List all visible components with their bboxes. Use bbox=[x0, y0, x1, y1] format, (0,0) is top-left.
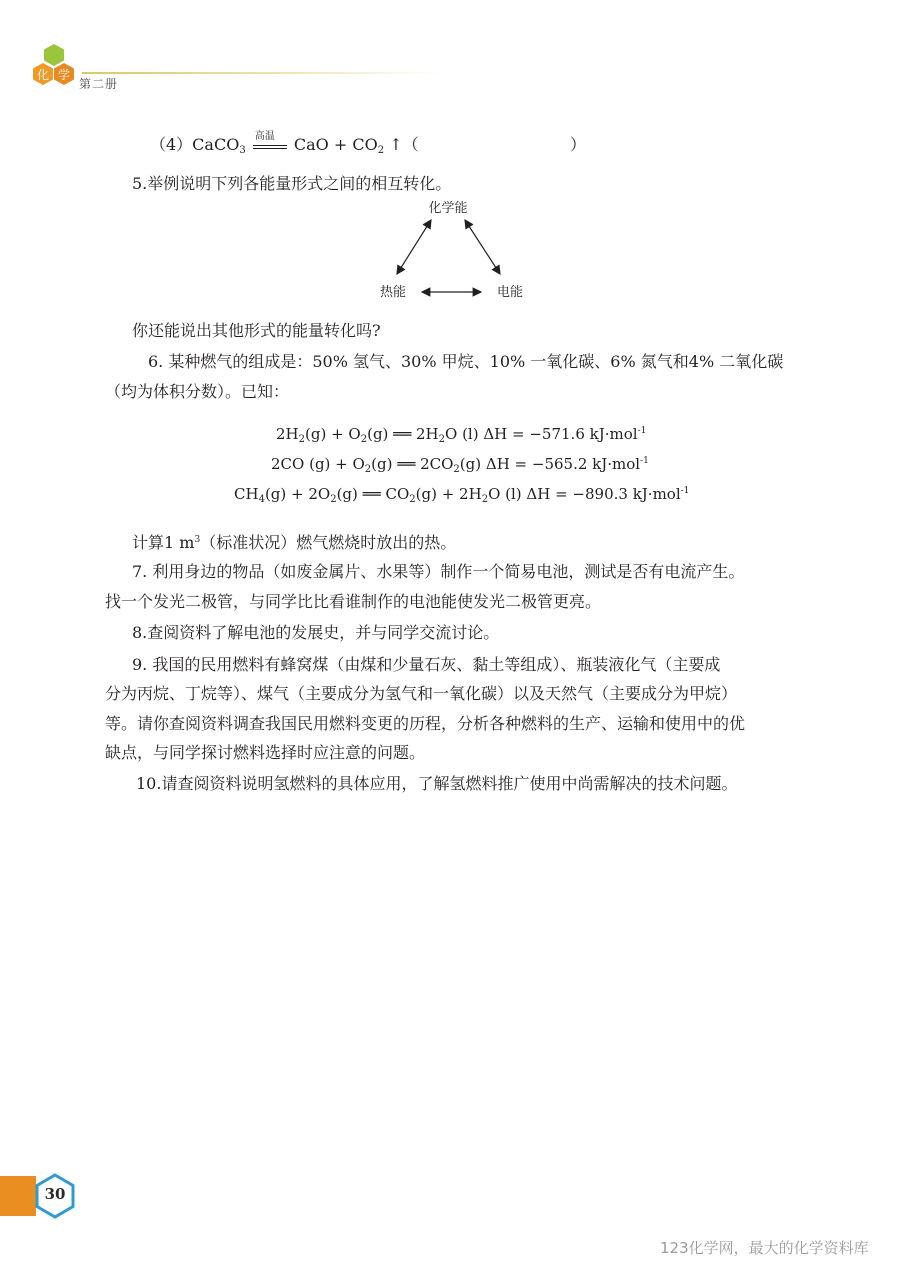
q4-sub-1: 3 bbox=[239, 145, 246, 156]
header-rule bbox=[82, 72, 442, 74]
question-9-line-4: 缺点，与同学探讨燃料选择时应注意的问题。 bbox=[105, 743, 426, 762]
question-6-calc: 计算1 $m^3$（标准状况）燃气燃烧时放出的热。 bbox=[132, 533, 457, 552]
header-hexagon-logo bbox=[26, 38, 86, 98]
header-book-title: 第二册 bbox=[79, 77, 119, 91]
question-10: 10.请查阅资料说明氢燃料的具体应用，了解氢燃料推广使用中尚需解决的技术问题。 bbox=[136, 774, 738, 793]
equation-1: $2H_2(g) + O_2(g)$ ══ $2H_2O$ (l) ΔH = −571.6 kJ·mol$^{-1}$ bbox=[276, 425, 647, 445]
watermark-text: 123化学网，最大的化学资料库 bbox=[660, 1239, 869, 1257]
q4-equals-arrow bbox=[253, 130, 287, 149]
q4-sub-2: 2 bbox=[377, 145, 385, 156]
q4-condition: 高温 bbox=[254, 130, 275, 142]
q4-reactant: （4）CaCO bbox=[150, 135, 240, 154]
q4-answer-close: ） bbox=[570, 135, 587, 154]
question-6-line-1: 6. 某种燃气的组成是：50% 氢气、30% 甲烷、10% 一氧化碳、6% 氮气和4% 二氧化碳 bbox=[148, 352, 784, 371]
question-9-line-2: 分为丙烷、丁烷等）、煤气（主要成分为氢气和一氧化碳）以及天然气（主要成分为甲烷） bbox=[105, 684, 738, 703]
question-5-followup: 你还能说出其他形式的能量转化吗? bbox=[132, 321, 381, 340]
question-9-line-3: 等。请你查阅资料调查我国民用燃料变更的历程，分析各种燃料的生产、运输和使用中的优 bbox=[105, 714, 746, 733]
question-4-equation bbox=[150, 130, 419, 162]
question-8: 8.查阅资料了解电池的发展史，并与同学交流讨论。 bbox=[132, 623, 500, 642]
page-number: 30 bbox=[44, 1185, 66, 1203]
diagram-label-chemical: 化学能 bbox=[428, 201, 468, 216]
arrow-chemical-electric bbox=[465, 220, 500, 274]
equation-2: 2CO $(g) + O_2(g)$ ══ $2CO_2(g) \Delta H = -565.2$ kJ·mol$^{-1}$ bbox=[271, 455, 649, 475]
energy-conversion-diagram bbox=[360, 196, 550, 308]
diagram-label-electric: 电能 bbox=[496, 285, 524, 300]
question-9-line-1: 9. 我国的民用燃料有蜂窝煤（由煤和少量石灰、黏土等组成）、瓶装液化气（主要成 bbox=[132, 655, 721, 674]
q4-tail: ↑（ bbox=[389, 135, 419, 154]
equation-3: $CH_4(g) + 2O_2(g)$ ══ $CO_2(g) + 2H_2O$ (l) ΔH = −890.3 kJ·mol$^{-1}$ bbox=[234, 485, 690, 505]
question-6-line-2: （均为体积分数）。已知： bbox=[105, 382, 290, 401]
q4-products: CaO + CO bbox=[293, 135, 378, 154]
hex-char-2: 学 bbox=[57, 68, 71, 82]
diagram-label-heat: 热能 bbox=[379, 285, 407, 300]
question-7-line-1: 7. 利用身边的物品（如废金属片、水果等）制作一个简易电池，测试是否有电流产生。 bbox=[132, 562, 745, 581]
arrow-chemical-heat bbox=[397, 220, 431, 274]
question-5: 5.举例说明下列各能量形式之间的相互转化。 bbox=[132, 174, 452, 193]
hex-char-1: 化 bbox=[36, 68, 50, 82]
question-7-line-2: 找一个发光二极管，与同学比比看谁制作的电池能使发光二极管更亮。 bbox=[105, 592, 602, 611]
